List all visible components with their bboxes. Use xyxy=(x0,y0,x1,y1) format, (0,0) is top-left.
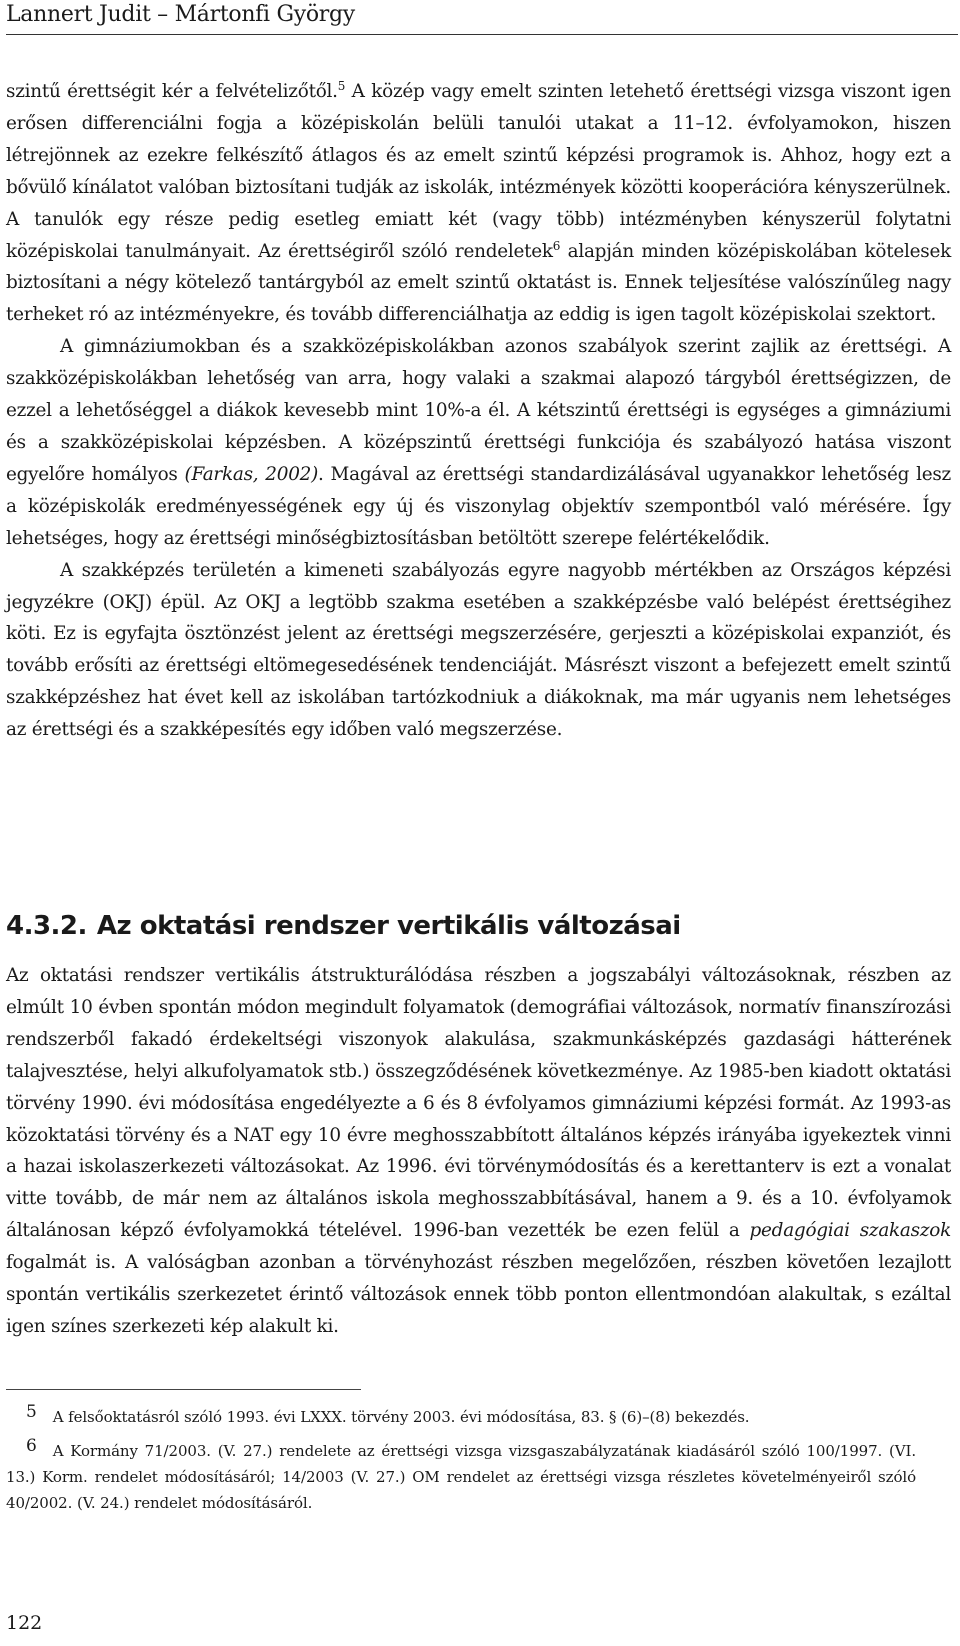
emphasized-term: pedagógiai szakaszok xyxy=(749,1220,951,1242)
running-header: Lannert Judit – Mártonfi György xyxy=(6,2,355,27)
footnote-6-text: A Kormány 71/2003. (V. 27.) rendelete az érettségi vizsga vizsgaszabályzatának kiadásáról szóló 100/1997. (VI. 13.) Korm. rendelet módosításáról; 14/2003 (V. 27.) OM rendelet az érettségi vizsga részletes követelményeiről szóló 40/2002. (V. 24.) rendelet módosításáról. xyxy=(6,1442,916,1512)
section-number: 4.3.2. xyxy=(6,911,87,941)
footnote-ref-6[interactable]: 6 xyxy=(552,238,561,253)
citation: (Farkas, 2002) xyxy=(184,463,319,485)
paragraph-3: A szakképzés területén a kimeneti szabályozás egyre nagyobb mértékben az Országos képzési jegyzékre (OKJ) épül. Az OKJ a legtöbb szakma esetében a szakképzésbe való belépést érettségihez köti. Ez is egyfajta ösztönzést jelent az érettségi megszerzésére, gerjeszti a középiskolai expanziót, és tovább erősíti az érettségi eltömegesedésének tendenciáját. Másrészt viszont a befejezett emelt szintű szakképzéshez hat évet kell az iskolában tartózkodniuk a diákoknak, ma már ugyanis nem lehetséges az érettségi és a szakképesítés egy időben való megszerzése. xyxy=(6,559,951,741)
footnote-6 xyxy=(6,1438,916,1516)
section-title: Az oktatási rendszer vertikális változásai xyxy=(96,911,681,941)
paragraph-1-text-b: A közép vagy emelt szinten letehető érettségi vizsga viszont igen erősen differenciálni fogja a középiskolán belüli tanulói utakat a 11–12. évfolyamokon, hiszen létrejönnek az ezekre felkészítő átlagos és az emelt szintű képzési programok is. Ahhoz, hogy ezt a bővülő kínálatot valóban biztosítani tudják az iskolák, intézmények közötti kooperációra kényszerülnek. A tanulók egy része pedig esetleg emiatt két (vagy több) intézményben kényszerül folytatni középiskolai tanulmányait. Az érettségiről szóló rendeletek xyxy=(6,81,951,262)
paragraph-2-text-a: A gimnáziumokban és a szakközépiskolákban azonos szabályok szerint zajlik az érettségi. A szakközépiskolákban lehetőség van arra, hogy valaki a szakmai alapozó tárgyból érettségizzen, de ezzel a lehetőséggel a diákok kevesebb mint 10%-a él. A kétszintű érettségi is egységes a gimnáziumi és a szakközépiskolai képzésben. A középszintű érettségi funkciója és szabályozó hatása viszont egyelőre homályos xyxy=(6,336,951,485)
paragraph-1 xyxy=(6,76,951,331)
footnote-rule xyxy=(6,1389,361,1390)
paragraph-1-text-c: alapján minden középiskolában kötelesek biztosítani a négy kötelező tantárgyból az emelt szintű oktatást is. Ennek teljesítése valószínűleg nagy terheket ró az intézményekre, és tovább differenciálhatja az eddig is igen tagolt középiskolai szektort. xyxy=(6,240,951,326)
section-heading xyxy=(6,908,951,944)
paragraph-1-text-a: szintű érettségit kér a felvételizőtől. xyxy=(6,81,338,102)
footnotes xyxy=(6,1404,916,1524)
section-body xyxy=(6,960,951,1343)
paragraph-4-text-b: fogalmát is. A valóságban azonban a törvényhozást részben megelőzően, részben követően lezajlott spontán vertikális szerkezetet érintő változások ennek több ponton ellentmondóan alakultak, s ezáltal igen színes szerkezeti kép alakult ki. xyxy=(6,1252,951,1337)
paragraph-4-text-a: Az oktatási rendszer vertikális átstrukturálódása részben a jogszabályi változásoknak, részben az elmúlt 10 évben spontán módon megindult folyamatok (demográfiai változások, normatív finanszírozási rendszerből fakadó érdekeltségi viszonyok alakulása, szakmunkásképzés gazdasági hátterének talajvesztése, helyi alkufolyamatok stb.) összegződésének következménye. Az 1985-ben kiadott oktatási törvény 1990. évi módosítása engedélyezte a 6 és 8 évfolyamos gimnáziumi képzési formát. Az 1993-as közoktatási törvény és a NAT egy 10 évre meghosszabbított általános képzés irányába igyekeztek vinni a hazai iskolaszerkezeti változásokat. Az 1996. évi törvénymódosítás és a kerettanterv is ezt a vonalat vitte tovább, de már nem az általános iskola meghosszabbításával, hanem a 9. és a 10. évfolyamok általánosan képző évfolyamokká tételével. 1996-ban vezették be ezen felül a xyxy=(6,965,951,1242)
footnote-5 xyxy=(6,1404,916,1430)
body-text xyxy=(6,76,951,746)
footnote-mark-5: 5 xyxy=(26,1402,37,1422)
footnote-mark-6: 6 xyxy=(26,1436,37,1456)
paragraph-2 xyxy=(6,331,951,554)
page-number: 122 xyxy=(6,1612,43,1634)
footnote-ref-5[interactable]: 5 xyxy=(337,78,346,93)
paragraph-2-text-b: . Magával az érettségi standardizálásával ugyanakkor lehetőség lesz a középiskolák eredményességének egy új és viszonylag objektív szempontból való mérésére. Így lehetséges, hogy az érettségi minőségbiztosításban betöltött szerepe felértékelődik. xyxy=(6,463,951,549)
footnote-5-text: A felsőoktatásról szóló 1993. évi LXXX. törvény 2003. évi módosítása, 83. § (6)–(8) bekezdés. xyxy=(52,1408,750,1426)
header-rule xyxy=(6,34,958,35)
paragraph-4 xyxy=(6,960,951,1343)
